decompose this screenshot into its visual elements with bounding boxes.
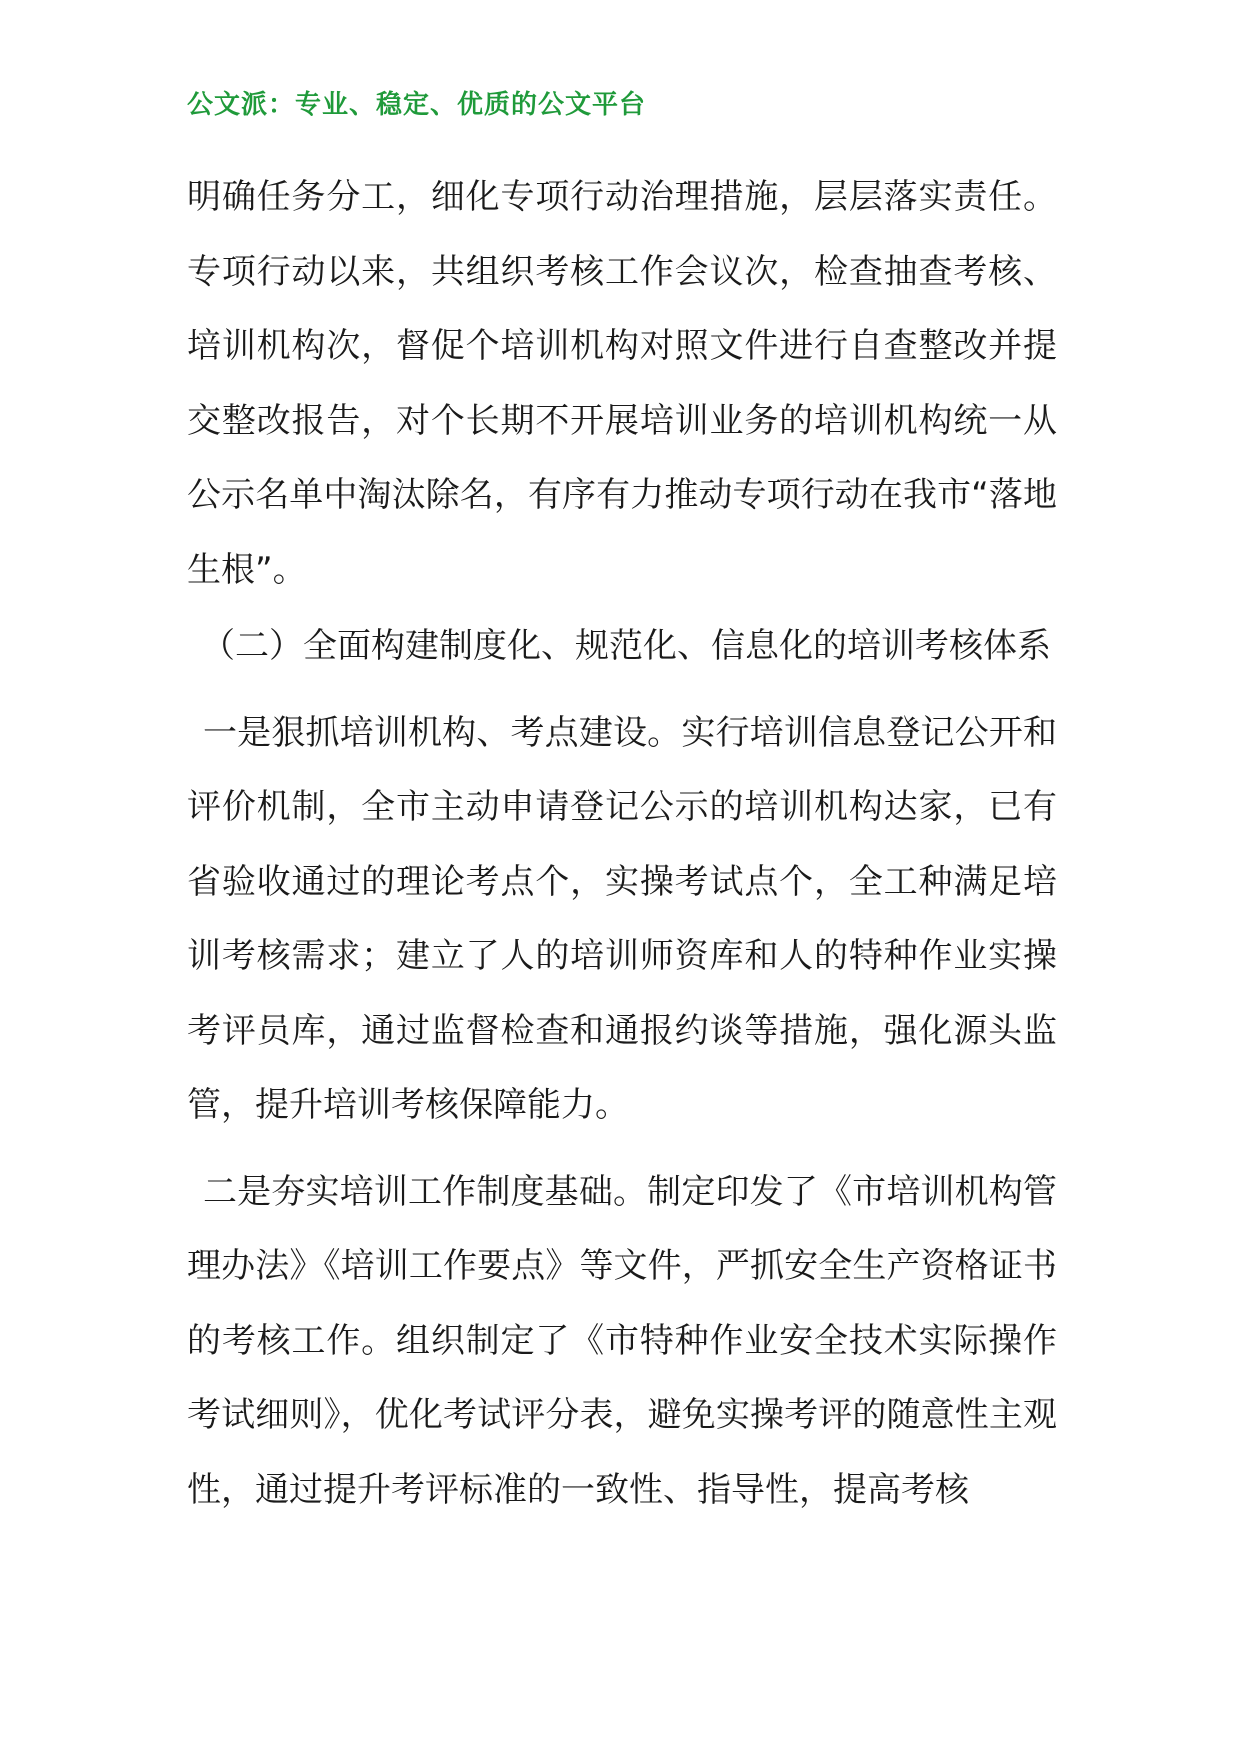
paragraph-item-one: 一是狠抓培训机构、考点建设。实行培训信息登记公开和评价机制，全市主动申请登记公示的培训机构达家，已有省验收通过的理论考点个，实操考试点个，全工种满足培训考核需求；建立了人的培训师资库和人的特种作业实操考评员库，通过监督检查和通报约谈等措施，强化源头监管，提升培训考核保障能力。 <box>187 712 1057 1125</box>
section-heading: （二）全面构建制度化、规范化、信息化的培训考核体系 <box>201 626 1051 666</box>
site-header: 公文派：专业、稳定、优质的公文平台 <box>187 90 647 120</box>
paragraph-item-two: 二是夯实培训工作制度基础。制定印发了《市培训机构管理办法》《培训工作要点》等文件，严抓安全生产资格证书的考核工作。组织制定了《市特种作业安全技术实际操作考试细则》，优化考试评分表，避免实操考评的随意性主观性，通过提升考评标准的一致性、指导性，提高考核 <box>187 1171 1057 1510</box>
paragraph-intro: 明确任务分工，细化专项行动治理措施，层层落实责任。专项行动以来，共组织考核工作会议次，检查抽查考核、培训机构次，督促个培训机构对照文件进行自查整改并提交整改报告，对个长期不开展培训业务的培训机构统一从公示名单中淘汰除名，有序有力推动专项行动在我市“落地生根”。 <box>187 177 1057 590</box>
document-body <box>187 160 1057 1539</box>
